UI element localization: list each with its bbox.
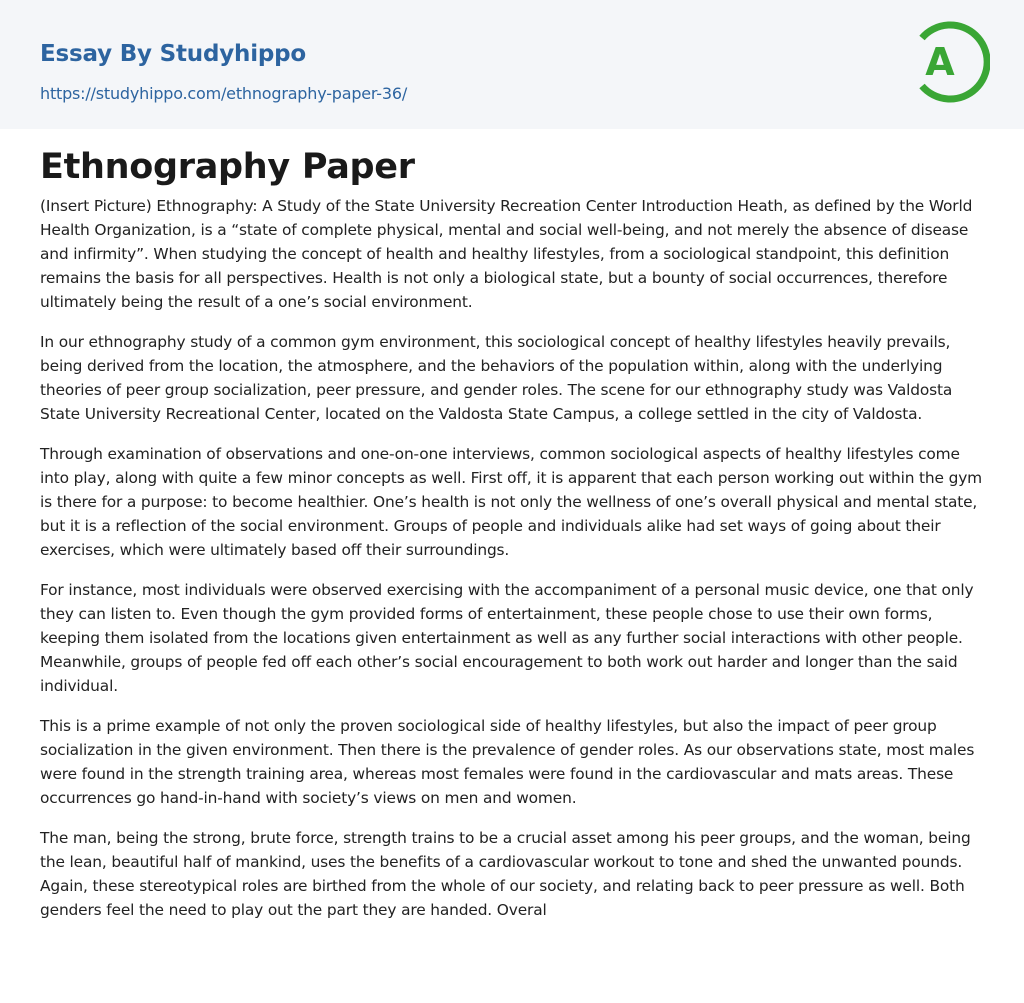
paragraph: For instance, most individuals were observed exercising with the accompaniment of a personal music device, one that only they can listen to. Even though the gym provided forms of entertainment, these people chose to use their own forms, keeping them isolated from the locations given entertainment as well as any further social interactions with other people. Meanwhile, groups of people fed off each other’s social encouragement to both work out harder and longer than the said individual. [40, 581, 974, 695]
paragraph: (Insert Picture) Ethnography: A Study of the State University Recreation Center Introduction Heath, as defined by the World Health Organization, is a “state of complete physical, mental and social well-being, and not merely the absence of disease and infirmity”. When studying the concept of health and healthy lifestyles, from a sociological standpoint, this definition remains the basis for all perspectives. Health is not only a biological state, but a bounty of social occurrences, therefore ultimately being the result of a one’s social environment. [40, 197, 973, 311]
paragraph: Through examination of observations and one-on-one interviews, common sociological aspects of healthy lifestyles come into play, along with quite a few minor concepts as well. First off, it is apparent that each person working out within the gym is there for a purpose: to become healthier. One’s health is not only the wellness of one’s overall physical and mental state, but it is a reflection of the social environment. Groups of people and individuals alike had set ways of going about their exercises, which were ultimately based off their surroundings. [40, 445, 983, 559]
essay-url-link[interactable]: https://studyhippo.com/ethnography-paper-36/ [40, 84, 408, 103]
page-title: Ethnography Paper [40, 147, 415, 187]
studyhippo-logo-icon[interactable] [910, 18, 990, 106]
article [0, 146, 1024, 922]
site-title[interactable]: Essay By Studyhippo [40, 41, 307, 67]
paragraph: In our ethnography study of a common gym environment, this sociological concept of healthy lifestyles heavily prevails, being derived from the location, the atmosphere, and the behaviors of the population within, along with the underlying theories of peer group socialization, peer pressure, and gender roles. The scene for our ethnography study was Valdosta State University Recreational Center, located on the Valdosta State Campus, a college settled in the city of Valdosta. [40, 333, 953, 423]
page-header [0, 0, 1024, 129]
paragraph: The man, being the strong, brute force, strength trains to be a crucial asset among his peer groups, and the woman, being the lean, beautiful half of mankind, uses the benefits of a cardiovascular workout to tone and shed the unwanted pounds. Again, these stereotypical roles are birthed from the whole of our society, and relating back to peer pressure as well. Both genders feel the need to play out the part they are handed. Overal [40, 829, 971, 919]
paragraph: This is a prime example of not only the proven sociological side of healthy lifestyles, but also the impact of peer group socialization in the given environment. Then there is the prevalence of gender roles. As our observations state, most males were found in the strength training area, whereas most females were found in the cardiovascular and mats areas. These occurrences go hand-in-hand with society’s views on men and women. [40, 717, 975, 807]
logo-letter: A [925, 40, 955, 84]
